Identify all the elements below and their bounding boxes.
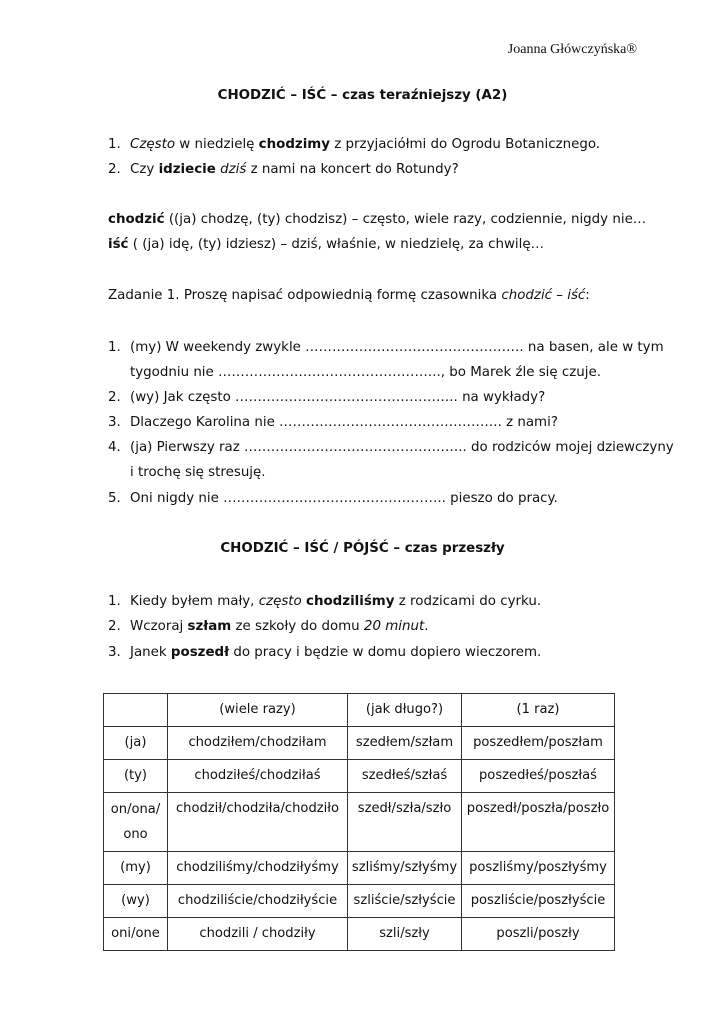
table-row (104, 760, 615, 793)
example-text (130, 162, 459, 177)
table-header-cell (104, 694, 168, 727)
example-duration: 20 minut (363, 619, 425, 634)
table-cell-person: (ty) (104, 760, 168, 793)
list-number: 2. (108, 390, 121, 405)
example-part: Wczoraj (130, 619, 188, 634)
table-cell: chodził/chodziła/chodziło (168, 793, 348, 852)
table-cell: poszedłeś/poszłaś (462, 760, 615, 793)
table-cell: szliśmy/szłyśmy (348, 852, 462, 885)
table-cell: szli/szły (348, 918, 462, 951)
rule-isc (108, 237, 544, 252)
example-verb: chodzimy (258, 137, 330, 152)
table-header-cell: (wiele razy) (168, 694, 348, 727)
table-header-cell: (1 raz) (462, 694, 615, 727)
task-suffix: : (585, 288, 590, 303)
example-part: ze szkoły do domu (231, 619, 364, 634)
table-row (104, 852, 615, 885)
rule-verb: iść (108, 237, 129, 252)
example-part: . (424, 619, 429, 634)
table-cell: poszedłem/poszłam (462, 727, 615, 760)
list-number: 2. (108, 619, 121, 634)
example-verb: chodziliśmy (306, 594, 395, 609)
table-cell-person: (ja) (104, 727, 168, 760)
example-part: Janek (130, 645, 171, 660)
table-cell: poszliśmy/poszłyśmy (462, 852, 615, 885)
task-instruction (108, 288, 590, 303)
example-part: z rodzicami do cyrku. (394, 594, 542, 609)
task-verbs: chodzić – iść (501, 288, 586, 303)
table-row (104, 793, 615, 852)
example-adverb: często (258, 594, 302, 609)
table-cell-person: (my) (104, 852, 168, 885)
example-part: w niedzielę (175, 137, 259, 152)
conjugation-table (103, 693, 615, 951)
example-verb: idziecie (158, 162, 216, 177)
list-number: 1. (108, 340, 121, 355)
exercise-line: (my) W weekendy zwykle …………………………………………. na basen, ale w tym (130, 340, 664, 355)
list-number: 4. (108, 440, 121, 455)
list-number: 2. (108, 162, 121, 177)
example-adverb: Często (130, 137, 176, 152)
author-name: Joanna Główczyńska® (507, 42, 637, 57)
table-row (104, 918, 615, 951)
exercise-line: (wy) Jak często ………………………………………….. na wykłady? (130, 390, 546, 405)
task-prefix: Zadanie 1. Proszę napisać odpowiednią formę czasownika (108, 288, 502, 303)
table-header-row (104, 694, 615, 727)
person-line: ono (123, 827, 148, 842)
rule-text: ((ja) chodzę, (ty) chodzisz) – często, wiele razy, codziennie, nigdy nie… (164, 212, 647, 227)
table-row (104, 727, 615, 760)
example-part: z nami na koncert do Rotundy? (246, 162, 459, 177)
person-line: on/ona/ (110, 802, 161, 817)
example-verb: poszedł (170, 645, 230, 660)
exercise-line: i trochę się stresuję. (130, 465, 266, 480)
title-past-tense: CHODZIĆ – IŚĆ / PÓJŚĆ – czas przeszły (220, 541, 505, 556)
rule-chodzic (108, 212, 646, 227)
example-part: do pracy i będzie w domu dopiero wieczorem. (229, 645, 542, 660)
example-part: Czy (130, 162, 159, 177)
example-text (130, 594, 541, 609)
example-part: Kiedy byłem mały, (130, 594, 259, 609)
table-cell: szliście/szłyście (348, 885, 462, 918)
table-header-cell: (jak długo?) (348, 694, 462, 727)
table-cell-person (104, 793, 168, 852)
example-text (130, 137, 600, 152)
list-number: 3. (108, 415, 121, 430)
table-cell-person: (wy) (104, 885, 168, 918)
example-text (130, 645, 541, 660)
list-number: 5. (108, 491, 121, 506)
list-number: 1. (108, 137, 121, 152)
table-cell: chodzili / chodziły (168, 918, 348, 951)
exercise-line: tygodniu nie ………………………………………….., bo Marek źle się czuje. (130, 365, 601, 380)
rule-verb: chodzić (108, 212, 165, 227)
table-cell: chodziliście/chodziłyście (168, 885, 348, 918)
table-row (104, 885, 615, 918)
exercise-line: (ja) Pierwszy raz ………………………………………….. do rodziców mojej dziewczyny (130, 440, 674, 455)
example-adverb: dziś (220, 162, 247, 177)
table-cell: poszedł/poszła/poszło (462, 793, 615, 852)
table-cell: chodziliśmy/chodziłyśmy (168, 852, 348, 885)
table-cell: chodziłem/chodziłam (168, 727, 348, 760)
list-number: 3. (108, 645, 121, 660)
table-cell: szedłem/szłam (348, 727, 462, 760)
rule-text: ( (ja) idę, (ty) idziesz) – dziś, właśnie, w niedzielę, za chwilę… (128, 237, 544, 252)
table-cell: szedłeś/szłaś (348, 760, 462, 793)
table-cell: chodziłeś/chodziłaś (168, 760, 348, 793)
example-text (130, 619, 428, 634)
exercise-line: Oni nigdy nie ………………………………………….. pieszo do pracy. (130, 491, 558, 506)
example-verb: szłam (187, 619, 232, 634)
table-cell: poszli/poszły (462, 918, 615, 951)
table-cell: poszliście/poszłyście (462, 885, 615, 918)
title-present-tense: CHODZIĆ – IŚĆ – czas teraźniejszy (A2) (217, 88, 508, 103)
list-number: 1. (108, 594, 121, 609)
example-part: z przyjaciółmi do Ogrodu Botanicznego. (330, 137, 601, 152)
table-cell: szedł/szła/szło (348, 793, 462, 852)
table-cell-person: oni/one (104, 918, 168, 951)
exercise-line: Dlaczego Karolina nie ………………………………………….. z nami? (130, 415, 558, 430)
